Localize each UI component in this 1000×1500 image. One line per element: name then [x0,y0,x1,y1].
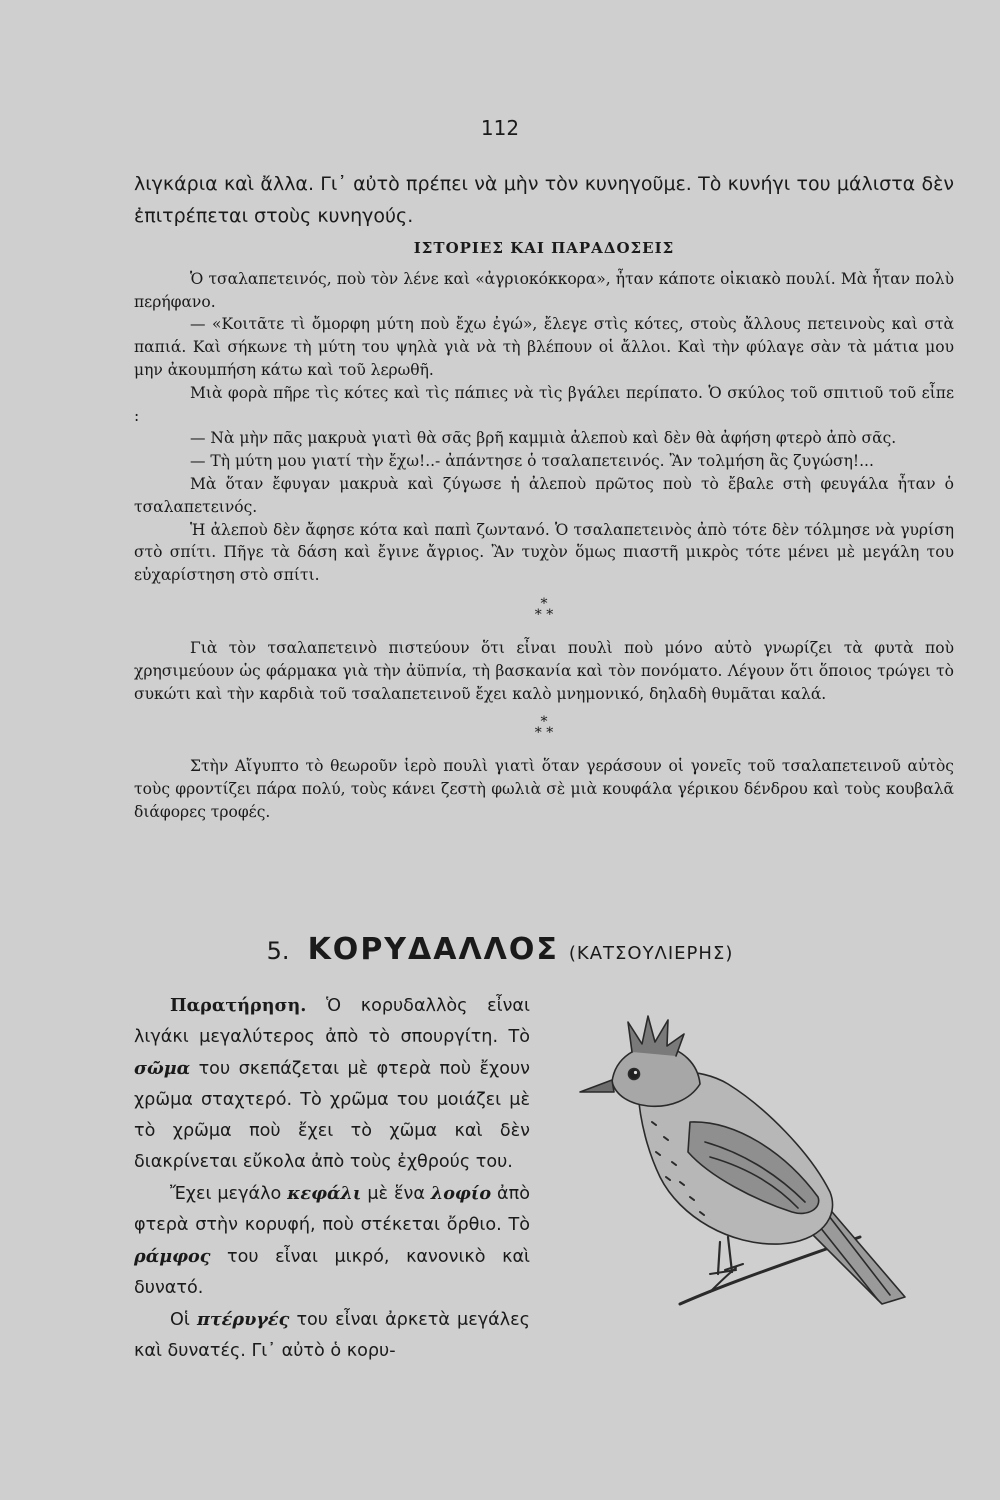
chapter-title: ΚΟΡΥΔΑΛΛΟΣ [307,932,559,967]
story-paragraph: — Τὴ μύτη μου γιατί τὴν ἔχω!..- ἀπάντησε ὁ τσαλαπετεινός. Ἂν τολμήση ἂς ζυγώση!... [190,452,874,471]
text-run: του σκεπάζεται μὲ φτερὰ ποὺ ἔχουν χρῶμα σταχτερό. Τὸ χρῶμα του μοιάζει μὲ τὸ χρῶμα ποὺ ἔχει τὸ χῶμα καὶ δὲν διακρίνεται εὔκολα ἀπὸ τοὺς ἐχθρούς του. [134,1059,530,1172]
chapter-subtitle: (ΚΑΤΣΟΥΛΙΕΡΗΣ) [568,943,734,964]
text-run: του εἶναι ἀρκετὰ μεγάλες καὶ δυνατές. Γι᾽ αὐτὸ ὁ κορυ- [134,1310,531,1361]
keyword: πτέρυγές [196,1309,290,1330]
intro-paragraph: λιγκάρια καὶ ἄλλα. Γι᾽ αὐτὸ πρέπει νὰ μὴν τὸν κυνηγοῦμε. Τὸ κυνήγι του μάλιστα δὲν ἐπιτρέπεται στοὺς κυνηγούς. [134,173,954,227]
keyword: κεφάλι [287,1183,362,1204]
lark-bird-illustration [560,1012,980,1312]
egypt-paragraph: Στὴν Αἴγυπτο τὸ θεωροῦν ἱερὸ πουλὶ γιατὶ ὅταν γεράσουν οἱ γονεῖς τοῦ τσαλαπετεινοῦ αὐτὸς τοὺς φροντίζει πάρα πολύ, τοὺς κάνει ζεστὴ φωλιὰ σὲ μιὰ κουφάλα γέρικου δένδρου καὶ τοὺς κουβαλᾶ διάφορες τροφές. [134,757,954,821]
stories-section [134,237,954,824]
observation-paragraph [134,990,530,1178]
text-run: Οἱ [170,1310,190,1330]
keyword: σῶμα [134,1058,191,1079]
story-paragraph: Μὰ ὅταν ἔφυγαν μακρυὰ καὶ ζύγωσε ἡ ἀλεποὺ πρῶτος ποὺ τὸ ἔβαλε στὴ φευγάλα ἦταν ὁ τσαλαπετεινός. [134,474,954,516]
story-paragraph: Ὁ τσαλαπετεινός, ποὺ τὸν λένε καὶ «ἀγριοκόκκορα», ἦταν κάποτε οἰκιακὸ πουλί. Μὰ ἦταν πολὺ περήφανο. [134,269,954,311]
observation-column [134,990,530,1367]
story-paragraph: — Νὰ μὴν πᾶς μακρυὰ γιατὶ θὰ σᾶς βρῆ καμμιὰ ἀλεποὺ καὶ δὲν θὰ ἀφήση φτερὸ ἀπὸ σᾶς. [190,429,897,448]
chapter-heading [0,932,1000,967]
observation-lead: Παρατήρηση. [170,995,307,1016]
observation-paragraph [134,1178,530,1304]
asterism-separator: * * * [534,714,554,742]
observation-paragraph [134,1304,530,1367]
text-run: μὲ ἕνα [367,1184,425,1204]
story-paragraph: Ἡ ἀλεποὺ δὲν ἄφησε κότα καὶ παπὶ ζωντανό. Ὁ τσαλαπετεινὸς ἀπὸ τότε δὲν τόλμησε νὰ γυρίση στὸ σπίτι. Πῆγε τὰ δάση καὶ ἔγινε ἄγριος. Ἂν τυχὸν ὅμως πιαστῆ μικρὸς τότε μένει μὲ μεγάλη του εὐχαρίστηση στὸ σπίτι. [134,520,954,585]
text-run: ἀπὸ φτερὰ στὴν κορυφή, ποὺ στέκεται ὄρθιο. Τὸ [134,1184,531,1235]
text-run: Ἔχει μεγάλο [170,1184,282,1204]
asterism-separator: * * * [534,595,554,623]
text-run: Ὁ κορυδαλλὸς εἶναι λιγάκι μεγαλύτερος ἀπὸ τὸ σπουργίτη. Τὸ [134,996,530,1047]
belief-paragraph: Γιὰ τὸν τσαλαπετεινὸ πιστεύουν ὅτι εἶναι πουλὶ ποὺ μόνο αὐτὸ γνωρίζει τὰ φυτὰ ποὺ χρησιμεύουν ὡς φάρμακα γιὰ τὴν ἀϋπνία, τὴ βασκανία καὶ τὸν πονόματο. Λέγουν ὅτι ὅποιος τρώγει τὸ συκώτι καὶ τὴν καρδιὰ τοῦ τσαλαπετεινοῦ ἔχει καλὸ μνημονικό, δηλαδὴ θυμᾶται καλά. [134,638,954,703]
page-number: 112 [480,116,520,140]
keyword: λοφίο [430,1183,492,1204]
text-run: του εἶναι μικρό, κανονικὸ καὶ δυνατό. [134,1247,531,1298]
story-paragraph: — «Κοιτᾶτε τὶ ὄμορφη μύτη ποὺ ἔχω ἐγώ», ἔλεγε στὶς κότες, στοὺς ἄλλους πετεινοὺς καὶ στὰ παπιά. Καὶ σήκωνε τὴ μύτη του ψηλὰ γιὰ νὰ τὴ βλέπουν οἱ ἄλλοι. Καὶ τὴν φύλαγε σὰν τὰ μάτια μου μην ἀκουμπήση κάτω καὶ τοῦ λερωθῆ. [134,315,954,379]
section-title: ΙΣΤΟΡΙΕΣ ΚΑΙ ΠΑΡΑΔΟΣΕΙΣ [413,239,675,257]
keyword: ράμφος [134,1246,211,1267]
chapter-number: 5. [266,937,290,965]
story-paragraph: Μιὰ φορὰ πῆρε τὶς κότες καὶ τὶς πάπιες νὰ τὶς βγάλει περίπατο. Ὁ σκύλος τοῦ σπιτιοῦ τοῦ εἶπε : [134,383,954,425]
